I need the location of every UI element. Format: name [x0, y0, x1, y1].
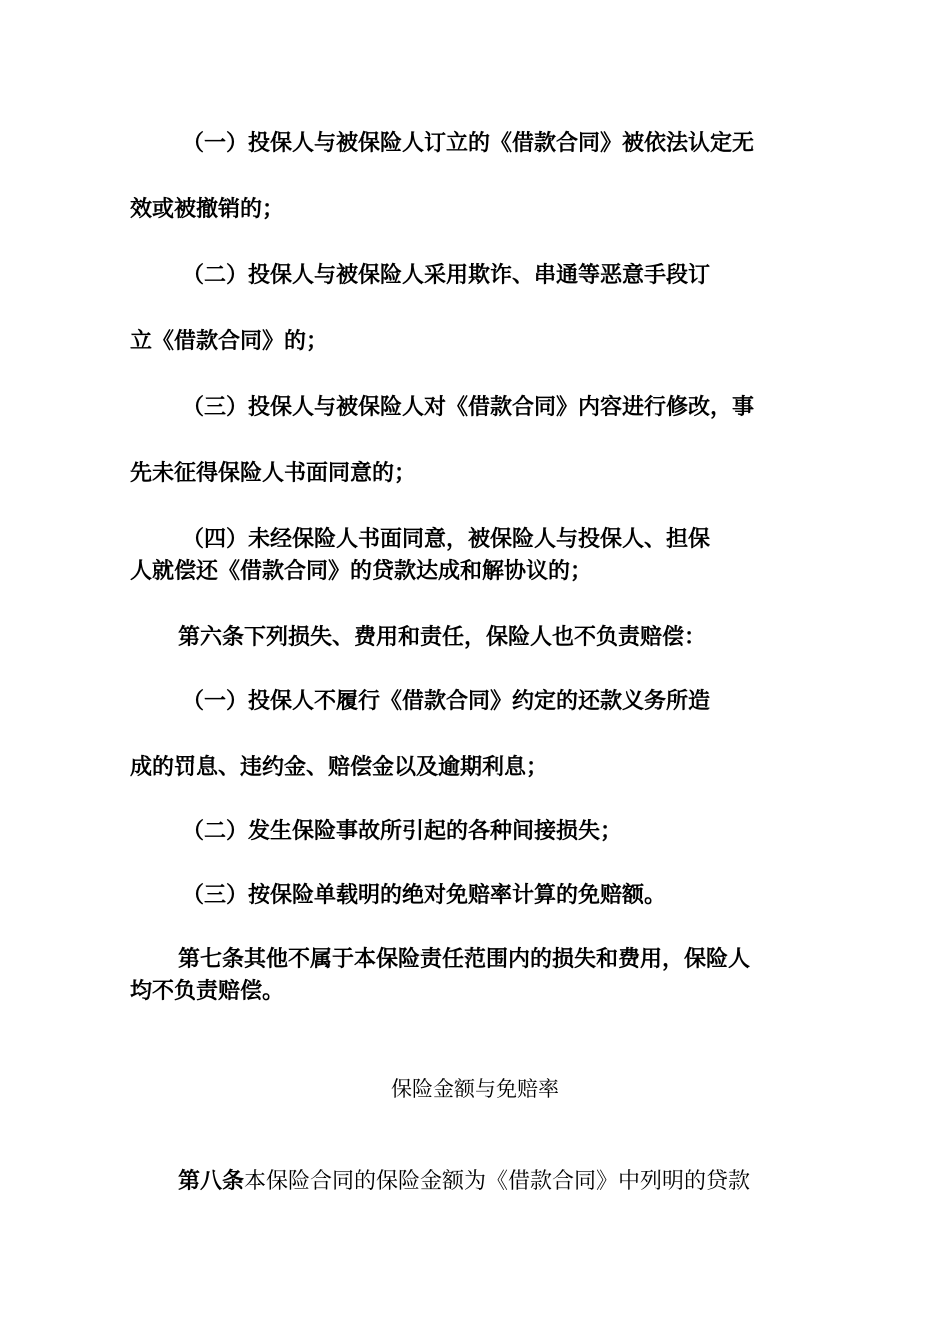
article-8-line-1: [178, 1166, 750, 1198]
clause-5-2-line-2: 立《借款合同》的；: [130, 329, 329, 354]
clause-5-2-line-1: （二）投保人与被保险人采用欺诈、串通等恶意手段订: [182, 263, 711, 288]
clause-6-3: （三）按保险单载明的绝对免赔率计算的免赔额。: [182, 883, 667, 908]
article-7-line-2: 均不负责赔偿。: [130, 979, 285, 1004]
article-6-title: 第六条下列损失、费用和责任，保险人也不负责赔偿：: [178, 625, 707, 650]
clause-6-2: （二）发生保险事故所引起的各种间接损失；: [182, 819, 623, 844]
clause-5-1-line-1: （一）投保人与被保险人订立的《借款合同》被依法认定无: [182, 131, 755, 156]
clause-5-4-line-1: （四）未经保险人书面同意，被保险人与投保人、担保: [182, 527, 711, 552]
clause-6-1-line-1: （一）投保人不履行《借款合同》约定的还款义务所造: [182, 689, 711, 714]
clause-5-3-line-2: 先未征得保险人书面同意的；: [130, 461, 417, 486]
clause-5-1-line-2: 效或被撤销的；: [130, 197, 285, 222]
article-7-line-1: 第七条其他不属于本保险责任范围内的损失和费用，保险人: [178, 947, 751, 972]
section-heading: 保险金额与免赔率: [391, 1077, 559, 1101]
article-8-text: 本保险合同的保险金额为《借款合同》中列明的贷款: [244, 1169, 751, 1194]
article-8-label: 第八条: [178, 1169, 245, 1194]
clause-6-1-line-2: 成的罚息、违约金、赔偿金以及逾期利息；: [130, 755, 549, 780]
clause-5-3-line-1: （三）投保人与被保险人对《借款合同》内容进行修改，事: [182, 395, 755, 420]
clause-5-4-line-2: 人就偿还《借款合同》的贷款达成和解协议的；: [130, 559, 593, 584]
